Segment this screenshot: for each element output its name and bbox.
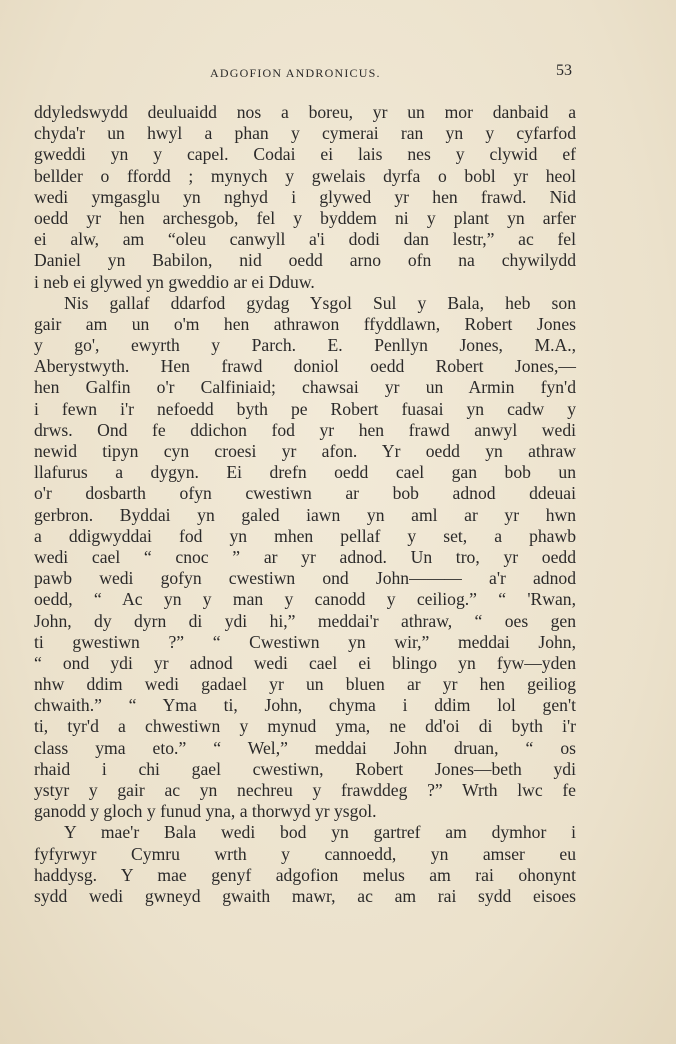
text-line: nhw ddim wedi gadael yr un bluen ar yr hen geiliog	[34, 674, 576, 695]
page-number: 53	[556, 62, 572, 79]
text-line: gerbron. Byddai yn galed iawn yn aml ar yr hwn	[34, 504, 576, 525]
text-line: sydd wedi gwneyd gwaith mawr, ac am rai sydd eisoes	[34, 885, 576, 906]
text-line: i fewn i'r nefoedd byth pe Robert fuasai yn cadw y	[34, 398, 576, 419]
text-line: ystyr y gair ac yn nechreu y frawddeg ?” Wrth lwc fe	[34, 780, 576, 800]
text-line: pawb wedi gofyn cwestiwn ond John——— a'r adnod	[34, 568, 576, 589]
text-line: o'r dosbarth ofyn cwestiwn ar bob adnod ddeuai	[34, 483, 576, 504]
running-head: ADGOFION ANDRONICUS.	[210, 66, 381, 80]
text-line: haddysg. Y mae genyf adgofion melus am rai ohonynt	[34, 864, 576, 885]
text-line: ddyledswydd deuluaidd nos a boreu, yr un mor danbaid a	[34, 102, 576, 122]
text-line: llafurus a dygyn. Ei drefn oedd cael gan bob un	[34, 462, 576, 483]
text-line: gweddi yn y capel. Codai ei lais nes y clywid ef	[34, 144, 576, 165]
text-line: Daniel yn Babilon, nid oedd arno ofn na chywilydd	[34, 250, 576, 271]
text-line: ei alw, am “oleu canwyll a'i dodi dan lestr,” ac fel	[34, 229, 576, 250]
text-line: drws. Ond fe ddichon fod yr hen frawd anwyl wedi	[34, 419, 576, 440]
text-line: wedi ymgasglu yn nghyd i glywed yr hen frawd. Nid	[34, 186, 576, 207]
text-line: ganodd y gloch y funud yna, a thorwyd yr ysgol.	[34, 801, 377, 822]
text-line: oedd, “ Ac yn y man y canodd y ceiliog.” “ 'Rwan,	[34, 589, 576, 610]
text-line: i neb ei glywed yn gweddio ar ei Dduw.	[34, 271, 315, 292]
text-line: ti, tyr'd a chwestiwn y mynud yma, ne dd'oi di byth i'r	[34, 716, 576, 737]
text-line: hen Galfin o'r Calfiniaid; chawsai yr un Armin fyn'd	[34, 377, 576, 398]
text-line: chwaith.” “ Yma ti, John, chyma i ddim lol gen't	[34, 695, 576, 716]
text-line: gair am un o'm hen athrawon ffyddlawn, Robert Jones	[34, 313, 576, 334]
text-line: bellder o ffordd ; mynych y gwelais dyrfa o bobl yr heol	[34, 165, 576, 186]
text-line: fyfyrwyr Cymru wrth y cannoedd, yn amser eu	[34, 843, 576, 864]
text-line: class yma eto.” “ Wel,” meddai John druan, “ os	[34, 737, 576, 758]
text-line: ti gwestiwn ?” “ Cwestiwn yn wir,” meddai John,	[34, 631, 576, 652]
text-line: wedi cael “ cnoc ” ar yr adnod. Un tro, yr oedd	[34, 546, 576, 567]
text-line: newid tipyn cyn croesi yr afon. Yr oedd yn athraw	[34, 441, 576, 461]
text-line: y go', ewyrth y Parch. E. Penllyn Jones, M.A.,	[34, 335, 576, 356]
page-header	[34, 62, 572, 82]
text-line: Nis gallaf ddarfod gydag Ysgol Sul y Bala, heb son	[64, 292, 576, 313]
body-text	[34, 102, 576, 907]
text-line: rhaid i chi gael cwestiwn, Robert Jones—beth ydi	[34, 758, 576, 779]
text-line: John, dy dyrn di ydi hi,” meddai'r athraw, “ oes gen	[34, 610, 576, 631]
text-line: oedd yr hen archesgob, fel y byddem ni y plant yn arfer	[34, 207, 576, 228]
text-line: a ddigwyddai fod yn mhen pellaf y set, a phawb	[34, 525, 576, 546]
text-line: “ ond ydi yr adnod wedi cael ei blingo yn fyw—yden	[34, 652, 576, 673]
text-line: Y mae'r Bala wedi bod yn gartref am dymhor i	[64, 822, 576, 843]
text-line: chyda'r un hwyl a phan y cymerai ran yn y cyfarfod	[34, 123, 576, 144]
text-line: Aberystwyth. Hen frawd doniol oedd Robert Jones,—	[34, 356, 576, 377]
